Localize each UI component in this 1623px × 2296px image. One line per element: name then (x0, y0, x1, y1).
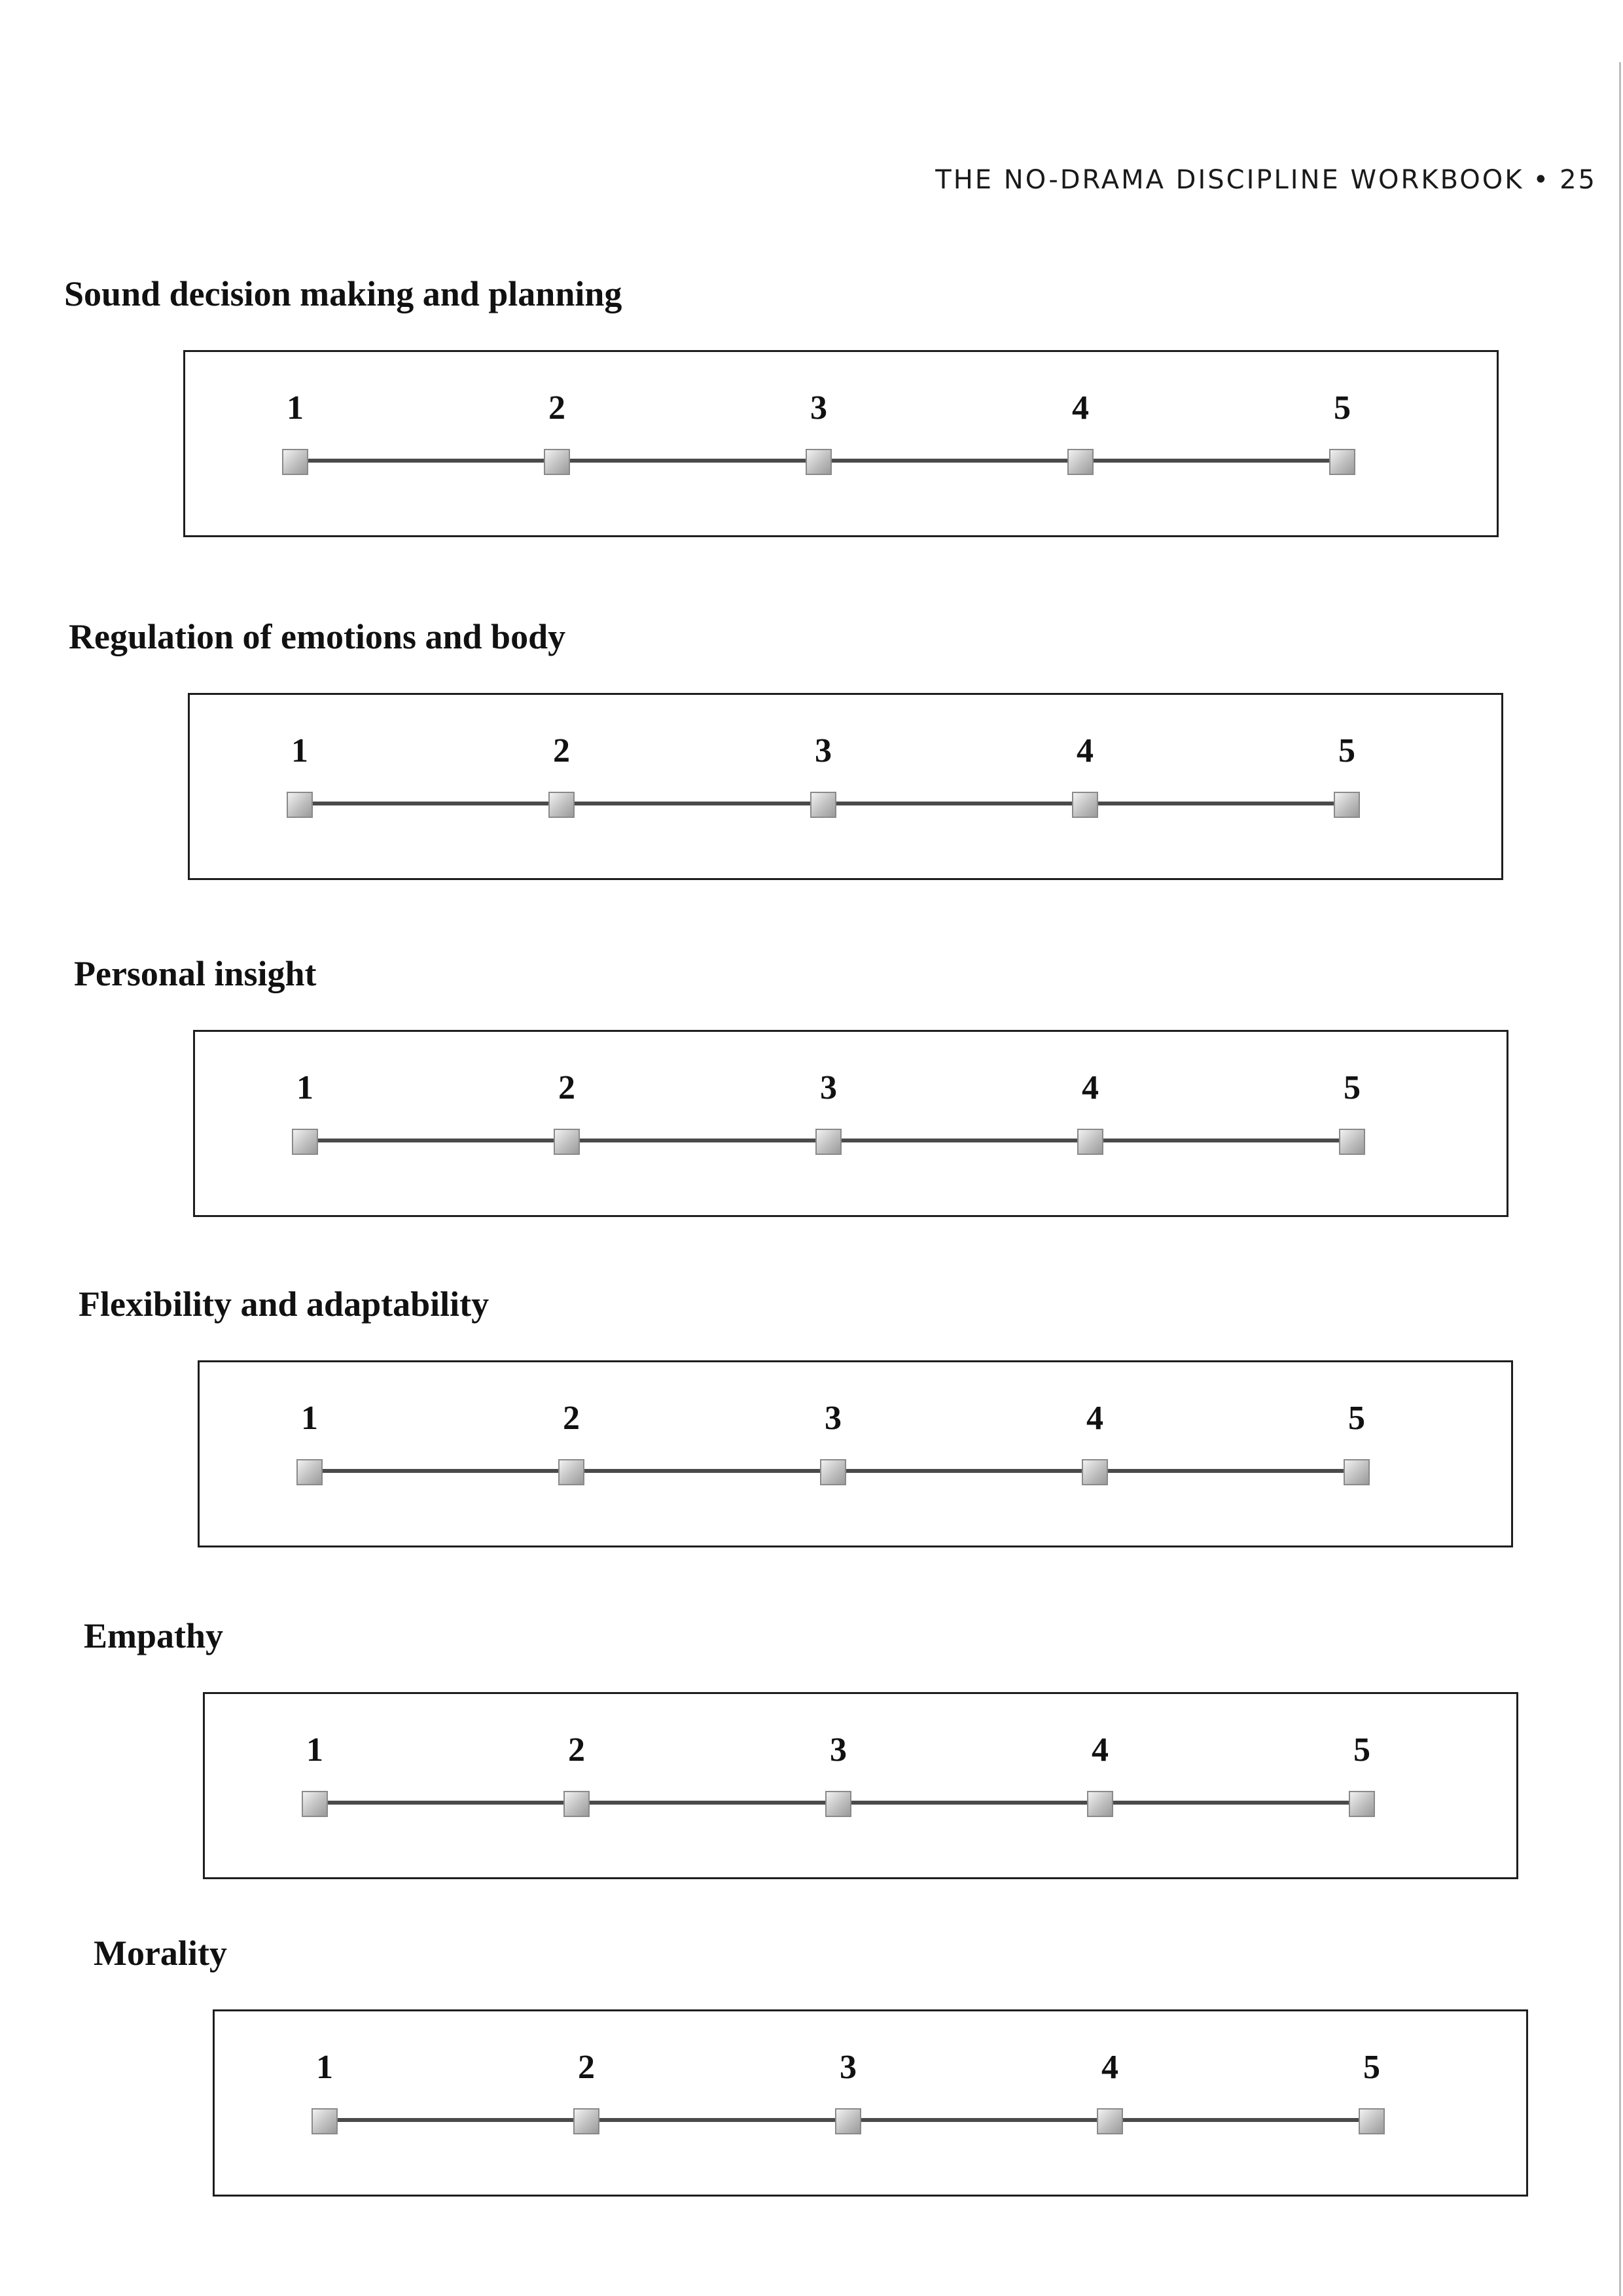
scale-number: 2 (548, 389, 565, 427)
scale-number: 2 (558, 1069, 575, 1106)
rating-section-decision-making (64, 276, 1438, 590)
scale-point-2[interactable] (535, 734, 588, 819)
scale-number: 3 (810, 389, 827, 427)
rating-scale-box (213, 2009, 1528, 2197)
scale-marker-4[interactable] (1097, 2108, 1123, 2134)
scale-marker-4[interactable] (1072, 792, 1098, 818)
scale-number: 3 (830, 1731, 847, 1769)
scale-marker-3[interactable] (815, 1129, 842, 1155)
scale-marker-2[interactable] (558, 1459, 584, 1485)
scale-number: 5 (1353, 1731, 1370, 1769)
rating-scale-box (198, 1360, 1513, 1547)
scale-marker-2[interactable] (548, 792, 575, 818)
scale-point-4[interactable] (1069, 1402, 1121, 1487)
scale-number: 2 (563, 1400, 580, 1437)
scale-number: 3 (840, 2049, 857, 2086)
scale-marker-1[interactable] (302, 1791, 328, 1817)
book-title: THE NO-DRAMA DISCIPLINE WORKBOOK (935, 165, 1524, 195)
scale-marker-4[interactable] (1077, 1129, 1103, 1155)
scale-point-1[interactable] (274, 734, 326, 819)
scale-marker-3[interactable] (806, 449, 832, 475)
scale-number: 2 (553, 732, 570, 769)
scale-marker-3[interactable] (825, 1791, 851, 1817)
scale-point-4[interactable] (1059, 734, 1111, 819)
scale-marker-4[interactable] (1087, 1791, 1113, 1817)
scale-point-3[interactable] (797, 734, 849, 819)
scale-number: 3 (820, 1069, 837, 1106)
section-title: Personal insight (74, 954, 317, 993)
scale-point-5[interactable] (1321, 734, 1373, 819)
scale-number: 2 (568, 1731, 585, 1769)
scale-number: 5 (1344, 1069, 1361, 1106)
scale-number: 4 (1086, 1400, 1103, 1437)
section-title: Sound decision making and planning (64, 274, 622, 313)
rating-scale-box (188, 693, 1503, 880)
running-header (818, 165, 1597, 195)
rating-scale-box (183, 350, 1499, 537)
scale-point-4[interactable] (1074, 1733, 1126, 1818)
scale-point-5[interactable] (1346, 2051, 1398, 2136)
rating-scale-box (203, 1692, 1518, 1879)
section-title: Regulation of emotions and body (69, 617, 566, 656)
scale-point-3[interactable] (822, 2051, 874, 2136)
rating-section-morality (94, 1935, 1468, 2250)
scale-point-4[interactable] (1064, 1071, 1116, 1156)
scale-marker-5[interactable] (1339, 1129, 1365, 1155)
scale-number: 4 (1077, 732, 1094, 769)
rating-section-personal-insight (74, 956, 1448, 1270)
scale-number: 3 (815, 732, 832, 769)
scale-point-1[interactable] (289, 1733, 341, 1818)
scale-number: 4 (1101, 2049, 1118, 2086)
scale-number: 2 (578, 2049, 595, 2086)
scale-point-4[interactable] (1084, 2051, 1136, 2136)
rating-scale-box (193, 1030, 1508, 1217)
scale-marker-5[interactable] (1349, 1791, 1375, 1817)
scale-point-1[interactable] (283, 1402, 336, 1487)
scale-marker-3[interactable] (820, 1459, 846, 1485)
scale-point-2[interactable] (541, 1071, 593, 1156)
scale-marker-1[interactable] (292, 1129, 318, 1155)
section-title: Empathy (84, 1616, 224, 1655)
scale-point-3[interactable] (802, 1071, 855, 1156)
scale-marker-2[interactable] (554, 1129, 580, 1155)
scale-point-2[interactable] (560, 2051, 613, 2136)
scale-marker-5[interactable] (1359, 2108, 1385, 2134)
scale-number: 3 (825, 1400, 842, 1437)
scale-point-5[interactable] (1326, 1071, 1378, 1156)
page-number: 25 (1560, 165, 1597, 195)
scale-number: 1 (316, 2049, 333, 2086)
scale-marker-3[interactable] (810, 792, 836, 818)
scale-marker-2[interactable] (573, 2108, 599, 2134)
scale-point-2[interactable] (545, 1402, 597, 1487)
scale-number: 4 (1072, 389, 1089, 427)
scale-point-5[interactable] (1330, 1402, 1383, 1487)
scale-marker-2[interactable] (563, 1791, 590, 1817)
scale-marker-1[interactable] (282, 449, 308, 475)
scale-point-1[interactable] (269, 391, 321, 476)
rating-section-flexibility (79, 1286, 1453, 1600)
scale-marker-4[interactable] (1067, 449, 1094, 475)
rating-section-empathy (84, 1618, 1458, 1932)
scale-number: 5 (1348, 1400, 1365, 1437)
scale-marker-1[interactable] (312, 2108, 338, 2134)
scale-marker-5[interactable] (1334, 792, 1360, 818)
scale-marker-5[interactable] (1344, 1459, 1370, 1485)
scale-number: 1 (306, 1731, 323, 1769)
section-title: Flexibility and adaptability (79, 1284, 490, 1324)
scale-number: 1 (291, 732, 308, 769)
scale-marker-4[interactable] (1082, 1459, 1108, 1485)
scale-marker-5[interactable] (1329, 449, 1355, 475)
scale-marker-1[interactable] (287, 792, 313, 818)
scale-point-3[interactable] (812, 1733, 865, 1818)
header-separator: • (1533, 165, 1551, 195)
scale-number: 4 (1082, 1069, 1099, 1106)
scale-marker-3[interactable] (835, 2108, 861, 2134)
scale-point-3[interactable] (807, 1402, 859, 1487)
section-title: Morality (94, 1934, 227, 1973)
scale-point-3[interactable] (793, 391, 845, 476)
scale-point-4[interactable] (1054, 391, 1107, 476)
scale-number: 1 (287, 389, 304, 427)
scale-point-2[interactable] (531, 391, 583, 476)
scale-number: 4 (1092, 1731, 1109, 1769)
scale-number: 5 (1334, 389, 1351, 427)
rating-section-regulation (69, 619, 1443, 933)
scale-number: 5 (1363, 2049, 1380, 2086)
scale-marker-1[interactable] (296, 1459, 323, 1485)
scale-marker-2[interactable] (544, 449, 570, 475)
scale-point-1[interactable] (298, 2051, 351, 2136)
scale-number: 5 (1338, 732, 1355, 769)
scale-number: 1 (301, 1400, 318, 1437)
scale-point-2[interactable] (550, 1733, 603, 1818)
scale-point-5[interactable] (1336, 1733, 1388, 1818)
scale-point-1[interactable] (279, 1071, 331, 1156)
page-edge-rule (1619, 62, 1621, 2296)
scale-point-5[interactable] (1316, 391, 1368, 476)
scale-number: 1 (296, 1069, 313, 1106)
